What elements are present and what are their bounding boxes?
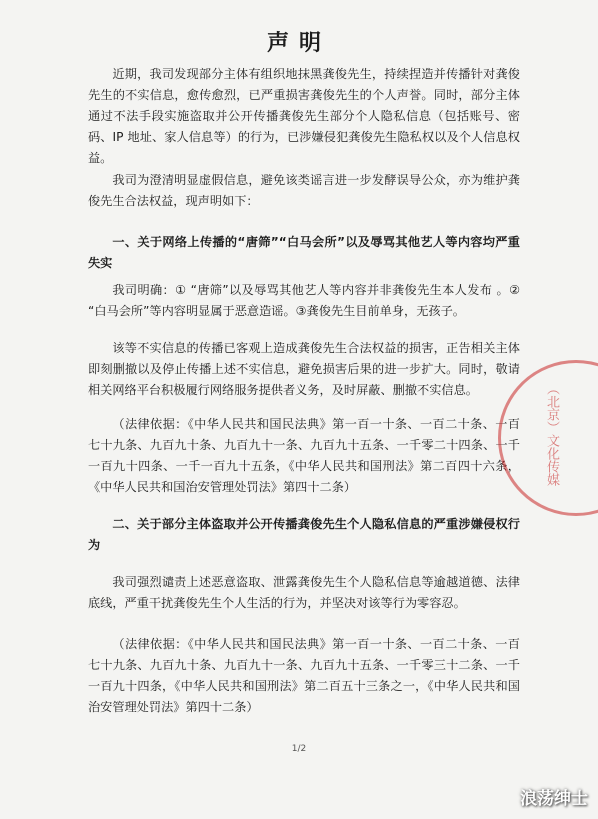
seal-text: （北京）文化传媒 xyxy=(544,382,559,486)
paragraph-purpose: 我司为澄清明显虚假信息，避免该类谣言进一步发酵误导公众，亦为维护龚俊先生合法权益，现声明如下： xyxy=(88,173,520,208)
paragraph-clarification: 我司明确：① “唐筛”以及辱骂其他艺人等内容并非龚俊先生本人发布 。② “白马会所”等内容明显属于恶意造谣。③龚俊先生目前单身，无孩子。 xyxy=(88,283,520,318)
document-title: 声明 xyxy=(266,30,331,56)
page-number: 1/2 xyxy=(291,744,307,754)
section-heading-1: 一、关于网络上传播的“唐筛”“白马会所”以及辱骂其他艺人等内容均严重失实 xyxy=(88,235,520,270)
paragraph-warning: 该等不实信息的传播已客观上造成龚俊先生合法权益的损害，正告相关主体即刻删撤以及停止传播上述不实信息，避免损害后果的进一步扩大。同时，敬请相关网络平台积极履行网络服务提供者义务，及时屏蔽、删撤不实信息。 xyxy=(88,341,520,397)
paragraph-legal-basis-1: （法律依据：《中华人民共和国民法典》第一百一十条、一百二十条、一百七十九条、九百九十条、九百九十一条、九百九十五条、一千零二十四条、一千一百九十四条、一千一百九十五条，《中华人民共和国刑法》第二百四十六条，《中华人民共和国治安管理处罚法》第四十二条） xyxy=(88,417,520,494)
paragraph-intro: 近期，我司发现部分主体有组织地抹黑龚俊先生，持续捏造并传播针对龚俊先生的不实信息，愈传愈烈，已严重损害龚俊先生的个人声誉。同时，部分主体通过不法手段实施盗取并公开传播龚俊先生部分个人隐私信息（包括账号、密码、IP 地址、家人信息等）的行为，已涉嫌侵犯龚俊先生隐私权以及个人信息权益。 xyxy=(88,67,520,165)
section-heading-2: 二、关于部分主体盗取并公开传播龚俊先生个人隐私信息的严重涉嫌侵权行为 xyxy=(88,517,520,552)
paragraph-condemnation: 我司强烈谴责上述恶意盗取、泄露龚俊先生个人隐私信息等逾越道德、法律底线，严重干扰龚俊先生个人生活的行为，并坚决对该等行为零容忍。 xyxy=(88,575,520,610)
watermark-text: 浪荡绅士 xyxy=(520,789,588,809)
paragraph-legal-basis-2: （法律依据：《中华人民共和国民法典》第一百一十条、一百二十条、一百七十九条、九百九十条、九百九十一条、九百九十五条、一千零三十二条、一千一百九十四条，《中华人民共和国刑法》第二百五十三条之一，《中华人民共和国治安管理处罚法》第四十二条） xyxy=(88,637,520,714)
